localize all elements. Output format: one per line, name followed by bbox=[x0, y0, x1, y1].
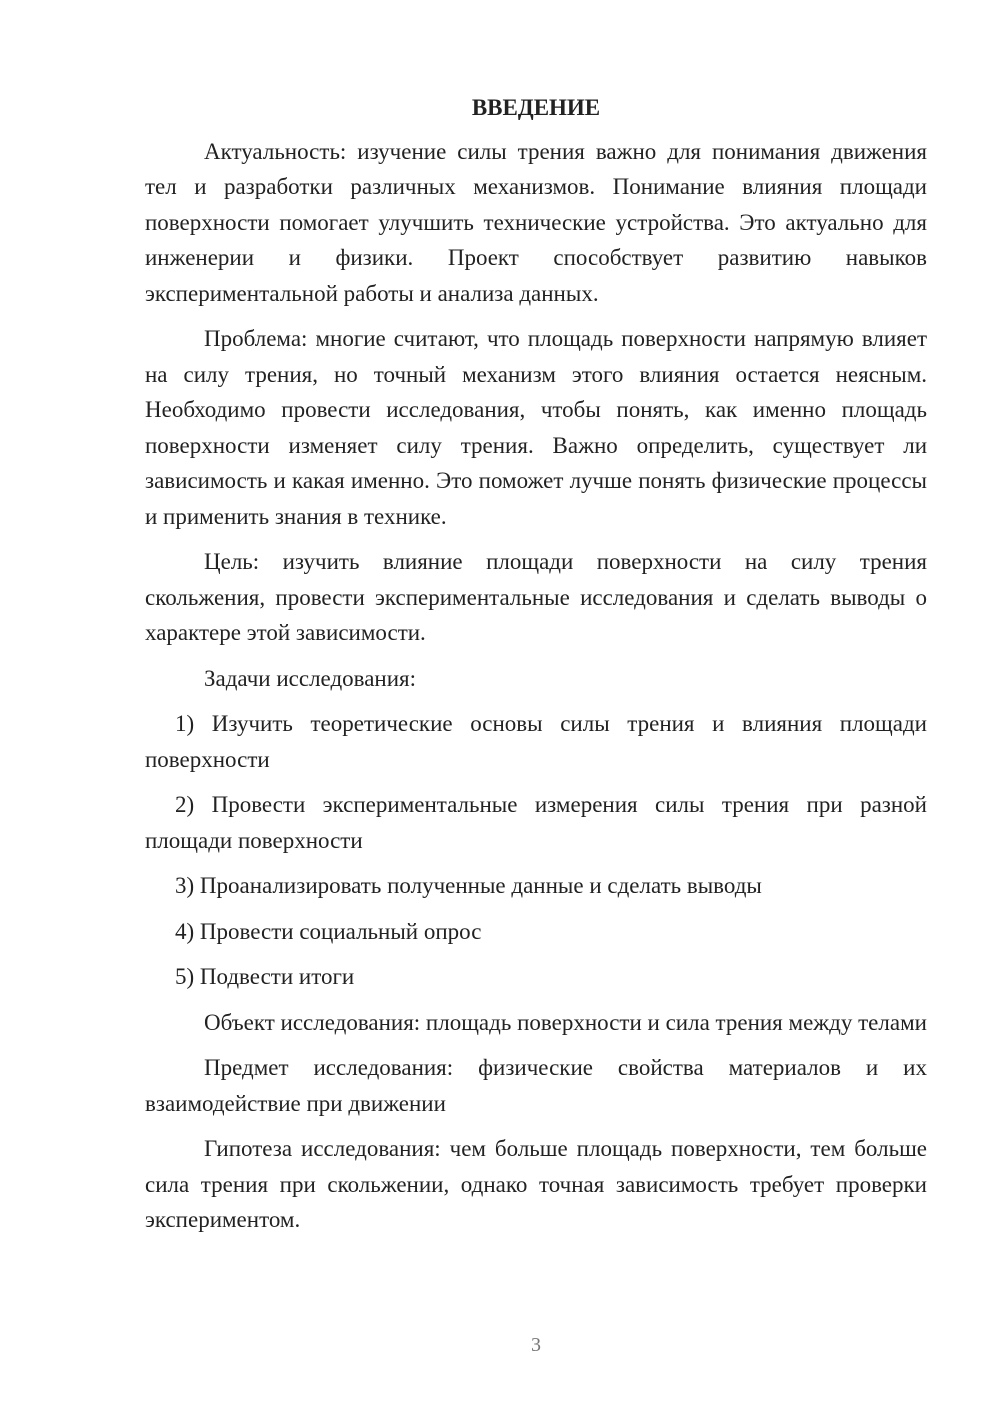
tasks-header: Задачи исследования: bbox=[204, 665, 417, 691]
paragraph-hypothesis: Гипотеза исследования: чем больше площадь поверхности, тем больше сила трения при скольжении, однако точная зависимость требует проверки экспериментом. bbox=[145, 1136, 927, 1232]
tasks-list bbox=[145, 706, 927, 995]
document-page bbox=[145, 90, 927, 1238]
list-item: 2) Провести экспериментальные измерения силы трения при разной площади поверхности bbox=[145, 792, 927, 853]
paragraph-subject: Предмет исследования: физические свойства материалов и их взаимодействие при движении bbox=[145, 1055, 927, 1116]
page-title: ВВЕДЕНИЕ bbox=[471, 95, 601, 120]
page-number: 3 bbox=[531, 1334, 541, 1356]
paragraph-goal: Цель: изучить влияние площади поверхности на силу трения скольжения, провести экспериментальные исследования и сделать выводы о характере этой зависимости. bbox=[145, 549, 927, 645]
list-item: 5) Подвести итоги bbox=[175, 964, 355, 989]
list-item: 3) Проанализировать полученные данные и сделать выводы bbox=[175, 873, 762, 898]
paragraph-object: Объект исследования: площадь поверхности и сила трения между телами bbox=[204, 1009, 927, 1035]
paragraph-problem: Проблема: многие считают, что площадь поверхности напрямую влияет на силу трения, но точный механизм этого влияния остается неясным. Необходимо провести исследования, чтобы понять, как именно площадь поверхности изменяет силу трения. Важно определить, существует ли зависимость и какая именно. Это поможет лучше понять физические процессы и применить знания в технике. bbox=[145, 326, 927, 529]
paragraph-relevance: Актуальность: изучение силы трения важно для понимания движения тел и разработки различных механизмов. Понимание влияния площади поверхности помогает улучшить технические устройства. Это актуально для инженерии и физики. Проект способствует развитию навыков экспериментальной работы и анализа данных. bbox=[145, 138, 927, 306]
list-item: 4) Провести социальный опрос bbox=[175, 918, 482, 944]
list-item: 1) Изучить теоретические основы силы трения и влияния площади поверхности bbox=[145, 711, 927, 772]
